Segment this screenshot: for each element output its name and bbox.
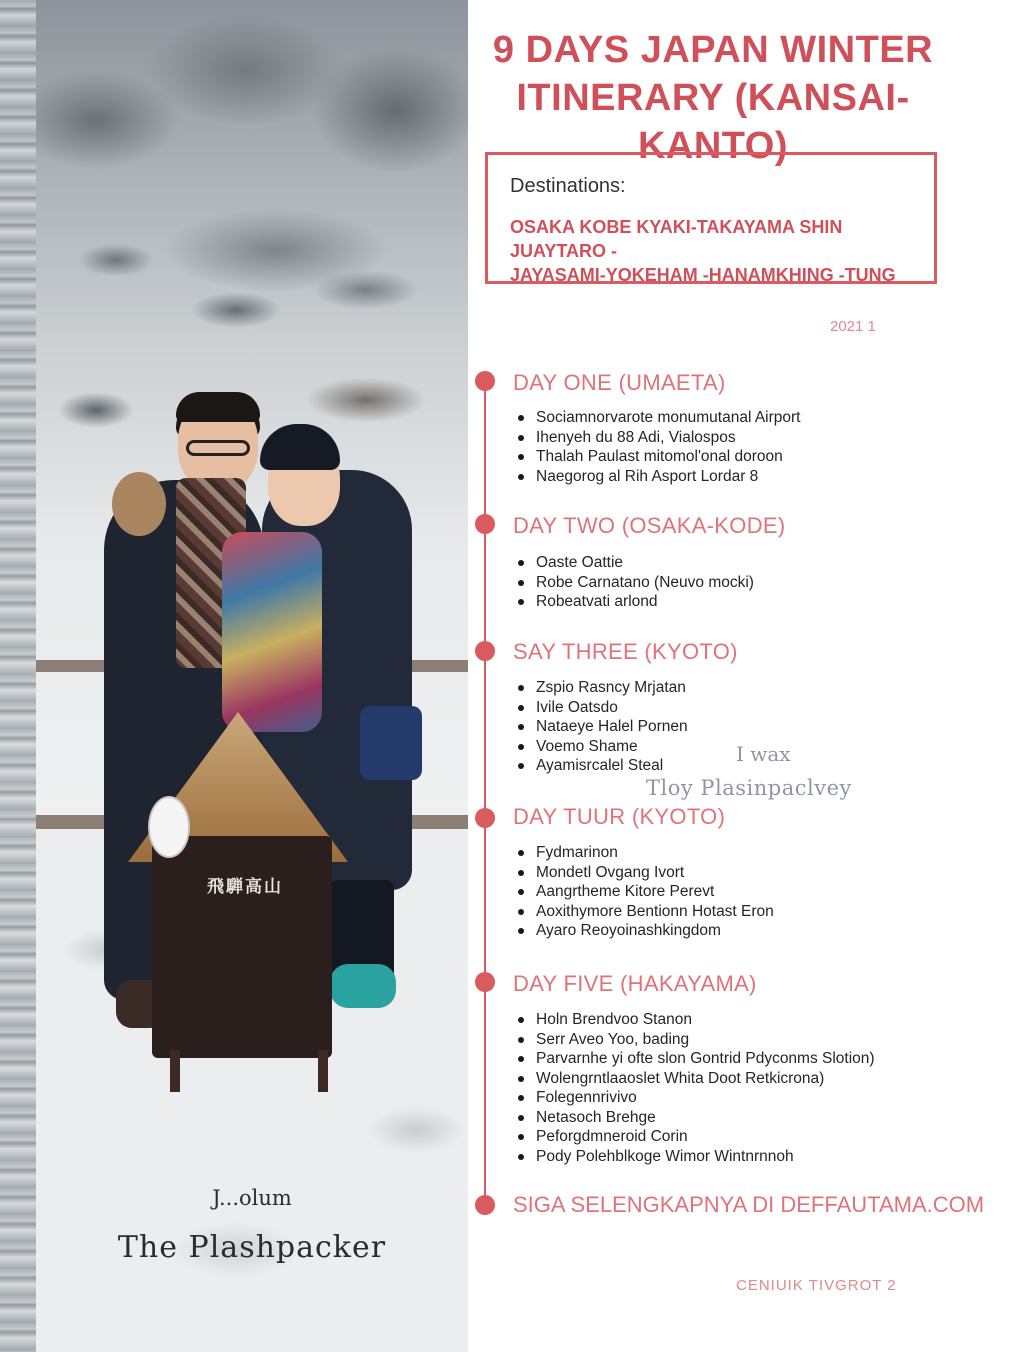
- list-item: Mondetl Ovgang Ivort: [516, 863, 774, 883]
- list-item: Nataeye Halel Pornen: [516, 717, 688, 737]
- timeline-dot: [475, 1195, 495, 1215]
- glitch-strip: [0, 0, 36, 1352]
- photo-watermark: The Plashpacker: [117, 1230, 387, 1265]
- destinations-list: [510, 215, 920, 287]
- list-item: Pody Polehblkoge Wimor Wintnrnnoh: [516, 1147, 875, 1167]
- timeline-dot: [475, 514, 495, 534]
- list-item: Robeatvati arlond: [516, 592, 754, 612]
- colorful-scarf: [222, 532, 322, 732]
- list-item: Netasoch Brehge: [516, 1108, 875, 1128]
- list-item: Folegennrivivo: [516, 1088, 875, 1108]
- mascot-figure: [148, 796, 190, 858]
- day-2-list: [516, 553, 754, 612]
- person-left-fur-hood: [112, 472, 166, 536]
- title-line-1: 9 DAYS JAPAN WINTER: [492, 29, 934, 71]
- watermark-mid-small: I wax: [736, 742, 791, 766]
- timeline-line: [484, 380, 486, 1206]
- glasses: [186, 440, 250, 456]
- date-note: 2021 1: [830, 318, 876, 335]
- list-item: Aoxithymore Bentionn Hotast Eron: [516, 902, 774, 922]
- list-item: Naegorog al Rih Asport Lordar 8: [516, 467, 801, 487]
- destinations-box: [485, 152, 937, 284]
- day-1-title: DAY ONE (UMAETA): [513, 370, 726, 395]
- list-item: Parvarnhe yi ofte slon Gontrid Pdyconms Slotion): [516, 1049, 875, 1069]
- blue-handbag: [360, 706, 422, 780]
- day-2-title: DAY TWO (OSAKA-KODE): [513, 513, 786, 538]
- list-item: Sociamnorvarote monumutanal Airport: [516, 408, 801, 428]
- list-item: Ihenyeh du 88 Adi, Vialospos: [516, 428, 801, 448]
- cta-link-text[interactable]: SIGA SELENGKAPNYA DI DEFFAUTAMA.COM: [513, 1192, 985, 1217]
- day-3-list: [516, 678, 688, 776]
- list-item: Ayaro Reoyoinashkingdom: [516, 921, 774, 941]
- day-1-list: [516, 408, 801, 486]
- list-item: Holn Brendvoo Stanon: [516, 1010, 875, 1030]
- sign-board: [152, 836, 332, 1058]
- photo-watermark-small: J...olum: [212, 1186, 292, 1210]
- hero-photo: [0, 0, 468, 1352]
- list-item: Serr Aveo Yoo, bading: [516, 1030, 875, 1050]
- sign-leg: [170, 1050, 180, 1092]
- list-item: Robe Carnatano (Neuvo mocki): [516, 573, 754, 593]
- day-5-list: [516, 1010, 875, 1166]
- list-item: Ayamisrcalel Steal: [516, 756, 688, 776]
- list-item: Zspio Rasncy Mrjatan: [516, 678, 688, 698]
- destinations-line-1: OSAKA KOBE KYAKI-TAKAYAMA SHIN JUAYTARO -: [510, 217, 843, 261]
- sign-leg: [318, 1050, 328, 1092]
- list-item: Thalah Paulast mitomol'onal doroon: [516, 447, 801, 467]
- timeline-dot: [475, 808, 495, 828]
- teal-boots: [330, 964, 396, 1008]
- timeline-dot: [475, 972, 495, 992]
- list-item: Ivile Oatsdo: [516, 698, 688, 718]
- page-title: [478, 26, 948, 170]
- day-4-list: [516, 843, 774, 941]
- list-item: Wolengrntlaaoslet Whita Doot Retkicrona): [516, 1069, 875, 1089]
- day-5-title: DAY FIVE (HAKAYAMA): [513, 971, 757, 996]
- timeline-dot: [475, 641, 495, 661]
- sign-text: 飛騨高山: [207, 877, 283, 896]
- day-3-title: SAY THREE (KYOTO): [513, 639, 738, 664]
- title-line-2: ITINERARY (KANSAI-KANTO): [516, 77, 910, 167]
- destinations-line-2: JAYASAMI-YOKEHAM -HANAMKHING -TUNG: [510, 265, 896, 285]
- watermark-mid: Tloy Plasinpaclvey: [646, 776, 852, 800]
- list-item: Aangrtheme Kitore Perevt: [516, 882, 774, 902]
- day-4-title: DAY TUUR (KYOTO): [513, 804, 726, 829]
- timeline-dot: [475, 371, 495, 391]
- footer-code: CENIUIK TIVGROT 2: [736, 1277, 897, 1294]
- destinations-label: Destinations:: [510, 175, 626, 197]
- list-item: Oaste Oattie: [516, 553, 754, 573]
- list-item: Peforgdmneroid Corin: [516, 1127, 875, 1147]
- list-item: Voemo Shame: [516, 737, 688, 757]
- list-item: Fydmarinon: [516, 843, 774, 863]
- person-left-hair-top: [176, 392, 260, 422]
